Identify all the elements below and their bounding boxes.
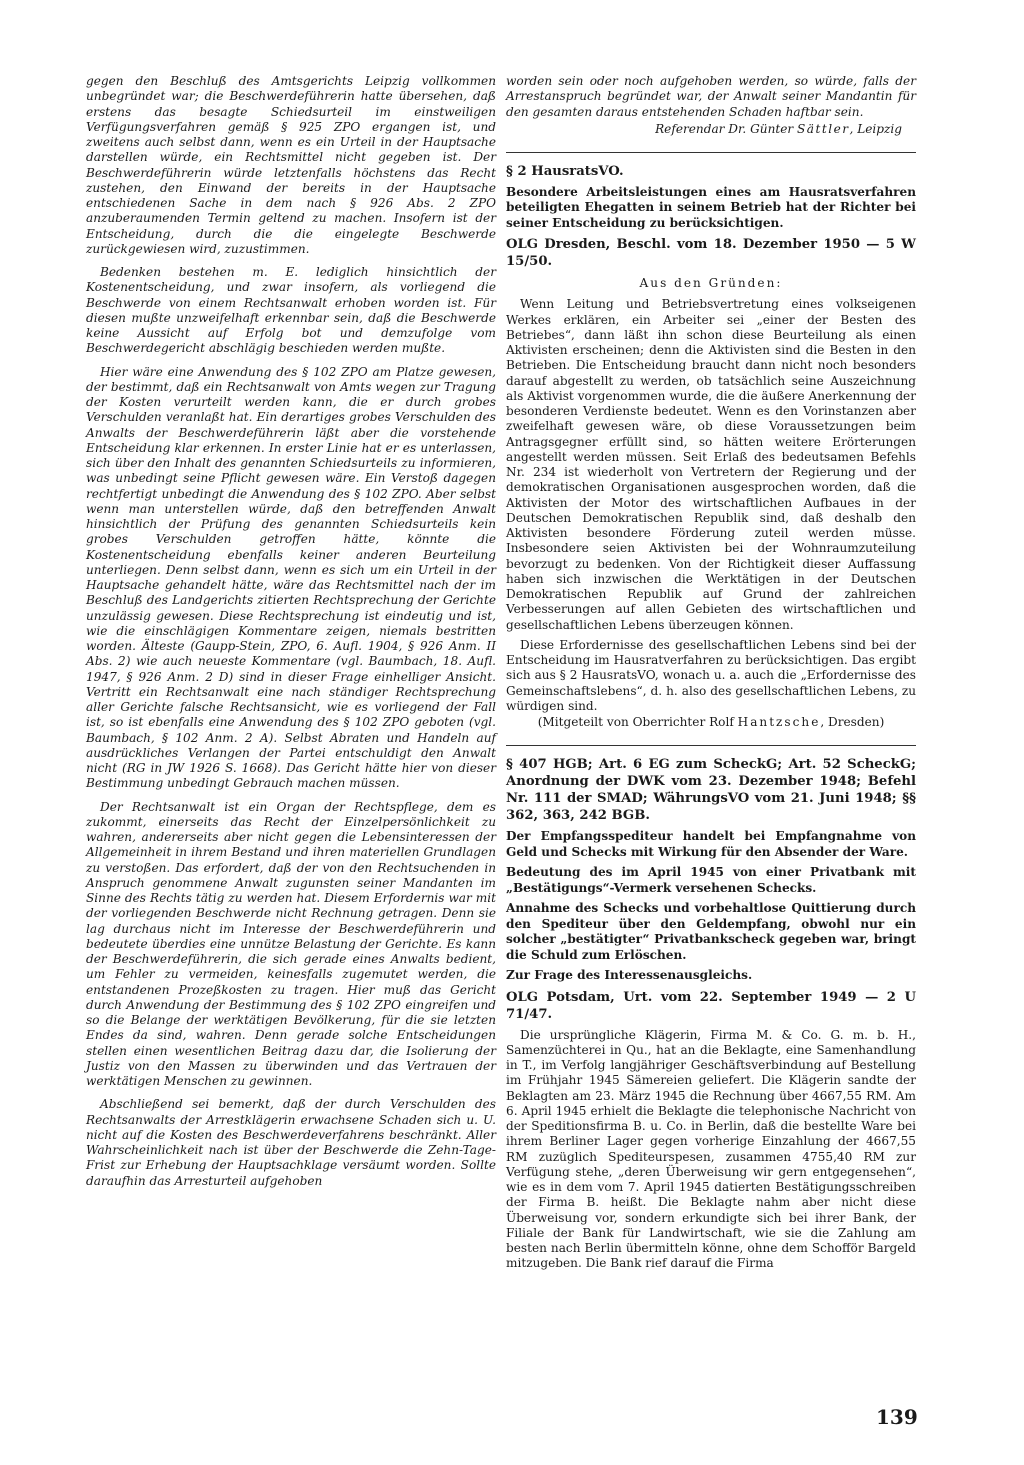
page-number: 139 xyxy=(876,1405,918,1429)
commentary-paragraph: Abschließend sei bemerkt, daß der durch Verschulden des Rechtsanwalts der Arrestklägerin erwachsene Schaden sich u. U. nicht auf die Kosten des Beschwerdeverfahrens beschränkt. Aller Wahrscheinlichkeit nach ist über der Beschwerde die Zehn-Tage-Frist zur Erhebung der Hauptsachklage versäumt worden. Sollte daraufhin das Arresturteil aufgehoben xyxy=(86,1097,496,1188)
commentary-paragraph: Der Rechtsanwalt ist ein Organ der Rechtspflege, dem es zukommt, einerseits das Recht der Einzelpersönlichkeit zu wahren, andererseits aber nicht gegen die Lebensinteressen der Allgemeinheit in ihrem Bestand und ihren materiellen Grundlagen zu verstoßen. Das erfordert, daß der von den Rechtsuchenden in Anspruch genommene Anwalt zugunsten seiner Mandanten im Sinne des Rechts tätig zu werden hat. Diesem Erfordernis war mit der vorliegenden Beschwerde nicht Rechnung getragen. Denn sie lag durchaus nicht im Interesse der Beschwerdeführerin und bedeutete überdies eine unnütze Belastung der Gerichte. Es kann der Beschwerdeführerin, die sich gerade eines Anwalts bedient, um Fehler zu vermeiden, keinesfalls zugemutet werden, die entstandenen Prozeßkosten zu tragen. Hier muß das Gericht durch Anwendung der Bestimmung des § 102 ZPO eingreifen und so die Belange der werktätigen Bevölkerung, für die sie letzten Endes da sind, wahren. Denn gerade solche Entscheidungen stellen einen wesentlichen Beitrag dazu dar, die Isolierung der Justiz von den Massen zu überwinden und das Vertrauen der werktätigen Menschen zu gewinnen. xyxy=(86,799,496,1088)
case-leitsatz: Annahme des Schecks und vorbehaltlose Quittierung durch den Spediteur über den Geldempfang, obwohl nur ein solcher „bestätigter“ Privatbankscheck gegeben war, bringt die Schuld zum Erlöschen. xyxy=(506,901,916,962)
commentary-paragraph: Bedenken bestehen m. E. lediglich hinsichtlich der Kostenentscheidung, und zwar insofern, als vorliegend die Beschwerde von einem Rechtsanwalt erhoben worden ist. Für diesen mußte unzweifelhaft erkennbar sein, daß die Beschwerde keine Aussicht auf Erfolg bot und demzufolge vom Beschwerdegericht abschlägig beschieden werden mußte. xyxy=(86,265,496,356)
commentary-paragraph: gegen den Beschluß des Amtsgerichts Leipzig vollkommen unbegründet war; die Beschwerdeführerin hatte übersehen, daß erstens das besagte Schiedsurteil im einstweiligen Verfügungsverfahren gemäß § 925 ZPO ergangen ist, und zweitens auch selbst dann, wenn es ein Urteil in der Hauptsache darstellen würde, ein Rechtsmittel nicht gegeben ist. Der Beschwerdeführerin würde letztenfalls höchstens das Recht zustehen, den Einwand der bereits in der Hauptsache entschiedenen Sache in dem nach § 926 Abs. 2 ZPO anzuberaumenden Termin geltend zu machen. Insofern ist der Entscheidung, durch die die eingelegte Beschwerde zurückgewiesen wird, zuzustimmen. xyxy=(86,74,496,256)
case-heading: § 407 HGB; Art. 6 EG zum ScheckG; Art. 52 ScheckG; Anordnung der DWK vom 23. Dezember 1948; Befehl Nr. 111 der SMAD; WährungsVO vom 21. Juni 1948; §§ 362, 363, 242 BGB. xyxy=(506,757,916,823)
commentary-continuation: worden sein oder noch aufgehoben werden, so würde, falls der Arrestanspruch begründet war, der Anwalt seiner Mandantin für den gesamten daraus entstehenden Schaden haftbar sein. xyxy=(506,74,916,119)
court-citation: OLG Potsdam, Urt. vom 22. September 1949 — 2 U 71/47. xyxy=(506,989,916,1022)
case-heading: § 2 HausratsVO. xyxy=(506,163,624,179)
case-leitsatz: Der Empfangsspediteur handelt bei Empfangnahme von Geld und Schecks mit Wirkung für den Absender der Ware. xyxy=(506,829,916,859)
section-divider xyxy=(506,745,916,746)
case-leitsatz: Bedeutung des im April 1945 von einer Privatbank mit „Bestätigungs“-Vermerk versehenen Schecks. xyxy=(506,865,916,895)
section-divider xyxy=(506,152,916,153)
case-leitsatz: Besondere Arbeitsleistungen eines am Hausratsverfahren beteiligten Ehegatten in seinem Betrieb hat der Richter bei seiner Entscheidung zu berücksichtigen. xyxy=(506,184,916,230)
left-column xyxy=(86,74,496,1189)
case-leitsatz: Zur Frage des Interessenausgleichs. xyxy=(506,968,753,982)
decision-paragraph: Diese Erfordernisse des gesellschaftlichen Lebens sind bei der Entscheidung im Hausratverfahren zu berücksichtigen. Das ergibt sich aus § 2 HausratsVO, wonach u. a. auch die „Erfordernisse des Gemeinschaftslebens“, d. h. also des gesellschaftlichen Lebens, zu würdigen sind. xyxy=(506,637,916,713)
decision-paragraph: Wenn Leitung und Betriebsvertretung eines volkseigenen Werkes erklären, ein Arbeiter sei „einer der Besten des Betriebes“, dann läßt ihn schon diese Beurteilung als einen Aktivisten erscheinen; denn die Aktivisten sind die Besten in den Betrieben. Die Entscheidung braucht dann nicht noch besonders darauf abgestellt zu werden, ob tatsächlich seine Auszeichnung als Aktivist vorgenommen wurde, die die äußere Anerkennung der besonderen Verdienste bedeutet. Wenn es den Vorinstanzen aber zweifelhaft gewesen wäre, ob diese Voraussetzungen beim Antragsgegner erfüllt sind, so hätten weitere Erörterungen angestellt werden müssen. Seit Erlaß des bedeutsamen Befehls Nr. 234 ist wiederholt von Vertretern der Regierung und der demokratischen Organisationen ausgesprochen worden, daß die Aktivisten der Motor des wirtschaftlichen Aufbaues in der Deutschen Demokratischen Republik sind, daß deshalb den Aktivisten besondere Förderung zuteil werden müsse. Insbesondere seien Aktivisten bei der Wohnraumzuteilung bevorzugt zu bedenken. Von der Richtigkeit dieser Auffassung haben sich inzwischen die Werktätigen in der Deutschen Demokratischen Republik auf Grund der zahlreichen Verbesserungen auf allen Gebieten des wirtschaftlichen und gesellschaftlichen Lebens überzeugen können. xyxy=(506,297,916,632)
commentary-paragraph: Hier wäre eine Anwendung des § 102 ZPO am Platze gewesen, der bestimmt, daß ein Rechtsanwalt von Amts wegen zur Tragung der Kosten verurteilt werden kann, die er durch grobes Verschulden veranlaßt hat. Ein derartiges grobes Verschulden des Anwalts der Beschwerdeführerin läßt aber die vorstehende Entscheidung klar erkennen. In erster Linie hat er es unterlassen, sich über den Inhalt des genannten Schiedsurteils zu informieren, was unbedingt seine Pflicht gewesen wäre. Ein Verstoß dagegen rechtfertigt unbedingt die Anwendung des § 102 ZPO. Aber selbst wenn man unterstellen würde, daß den betreffenden Anwalt hinsichtlich der Prüfung des genannten Schiedsurteils kein grobes Verschulden getroffen hätte, könnte die Kostenentscheidung ebenfalls keiner anderen Beurteilung unterliegen. Denn selbst dann, wenn es sich um ein Urteil in der Hauptsache gehandelt hätte, wäre das Rechtsmittel nach der im Beschluß des Landgerichts zitierten Rechtsprechung der Gerichte unzulässig gewesen. Diese Rechtsprechung ist eindeutig und ist, wie die einschlägigen Kommentare zeigen, niemals bestritten worden. Älteste (Gaupp-Stein, ZPO, 6. Aufl. 1904, § 926 Anm. II Abs. 2) wie auch neueste Kommentare (vgl. Baumbach, 18. Aufl. 1947, § 926 Anm. 2 D) sind in dieser Frage einhelliger Ansicht. Vertritt ein Rechtsanwalt eine nach ständiger Rechtsprechung aller Gerichte falsche Rechtsansicht, wie es vorliegend der Fall ist, so ist ebenfalls eine Anwendung des § 102 ZPO geboten (vgl. Baumbach, § 102 Anm. 2 A). Selbst Abraten und Handeln auf ausdrückliches Verlangen der Partei entschuldigt den Anwalt nicht (RG in JW 1926 S. 1668). Das Gericht hätte hier von dieser Bestimmung unbedingt Gebrauch machen müssen. xyxy=(86,364,496,791)
decision-paragraph: Die ursprüngliche Klägerin, Firma M. & Co. G. m. b. H., Samenzüchterei in Qu., hat an die Beklagte, eine Samenhandlung in T., im Verfolg langjähriger Geschäftsverbindung auf Bestellung im Frühjahr 1945 Sämereien geliefert. Die Klägerin sandte der Beklagten am 23. März 1945 die Rechnung über 4667,55 RM. Am 6. April 1945 erhielt die Beklagte die telephonische Nachricht von der Speditionsfirma B. u. Co. in Berlin, daß die bestellte Ware bei ihrem Berliner Lager gegen vorherige Einzahlung der 4667,55 RM zuzüglich Spediteurspesen, zusammen 4755,40 RM zur Verfügung stehe, „deren Überweisung wir gern entgegensehen“, wie es in dem vom 7. April 1945 datierten Bestätigungsschreiben der Firma B. heißt. Die Beklagte nahm aber nicht diese Überweisung vor, sondern erkundigte sich bei ihrer Bank, der Filiale der Bank für Landwirtschaft, wie sie die Zahlung am besten nach Berlin übermitteln könne, ohne dem Schofför Bargeld mitzugeben. Die Bank rief darauf die Firma xyxy=(506,1027,916,1271)
right-column xyxy=(506,74,916,1272)
court-citation: OLG Dresden, Beschl. vom 18. Dezember 1950 — 5 W 15/50. xyxy=(506,237,916,270)
communicated-by: (Mitgeteilt von Oberrichter Rolf Hantzsche, Dresden) xyxy=(537,715,885,729)
reasons-label: Aus den Gründen: xyxy=(639,276,783,291)
author-signature: Referendar Dr. Günter Sättler, Leipzig xyxy=(655,121,902,136)
